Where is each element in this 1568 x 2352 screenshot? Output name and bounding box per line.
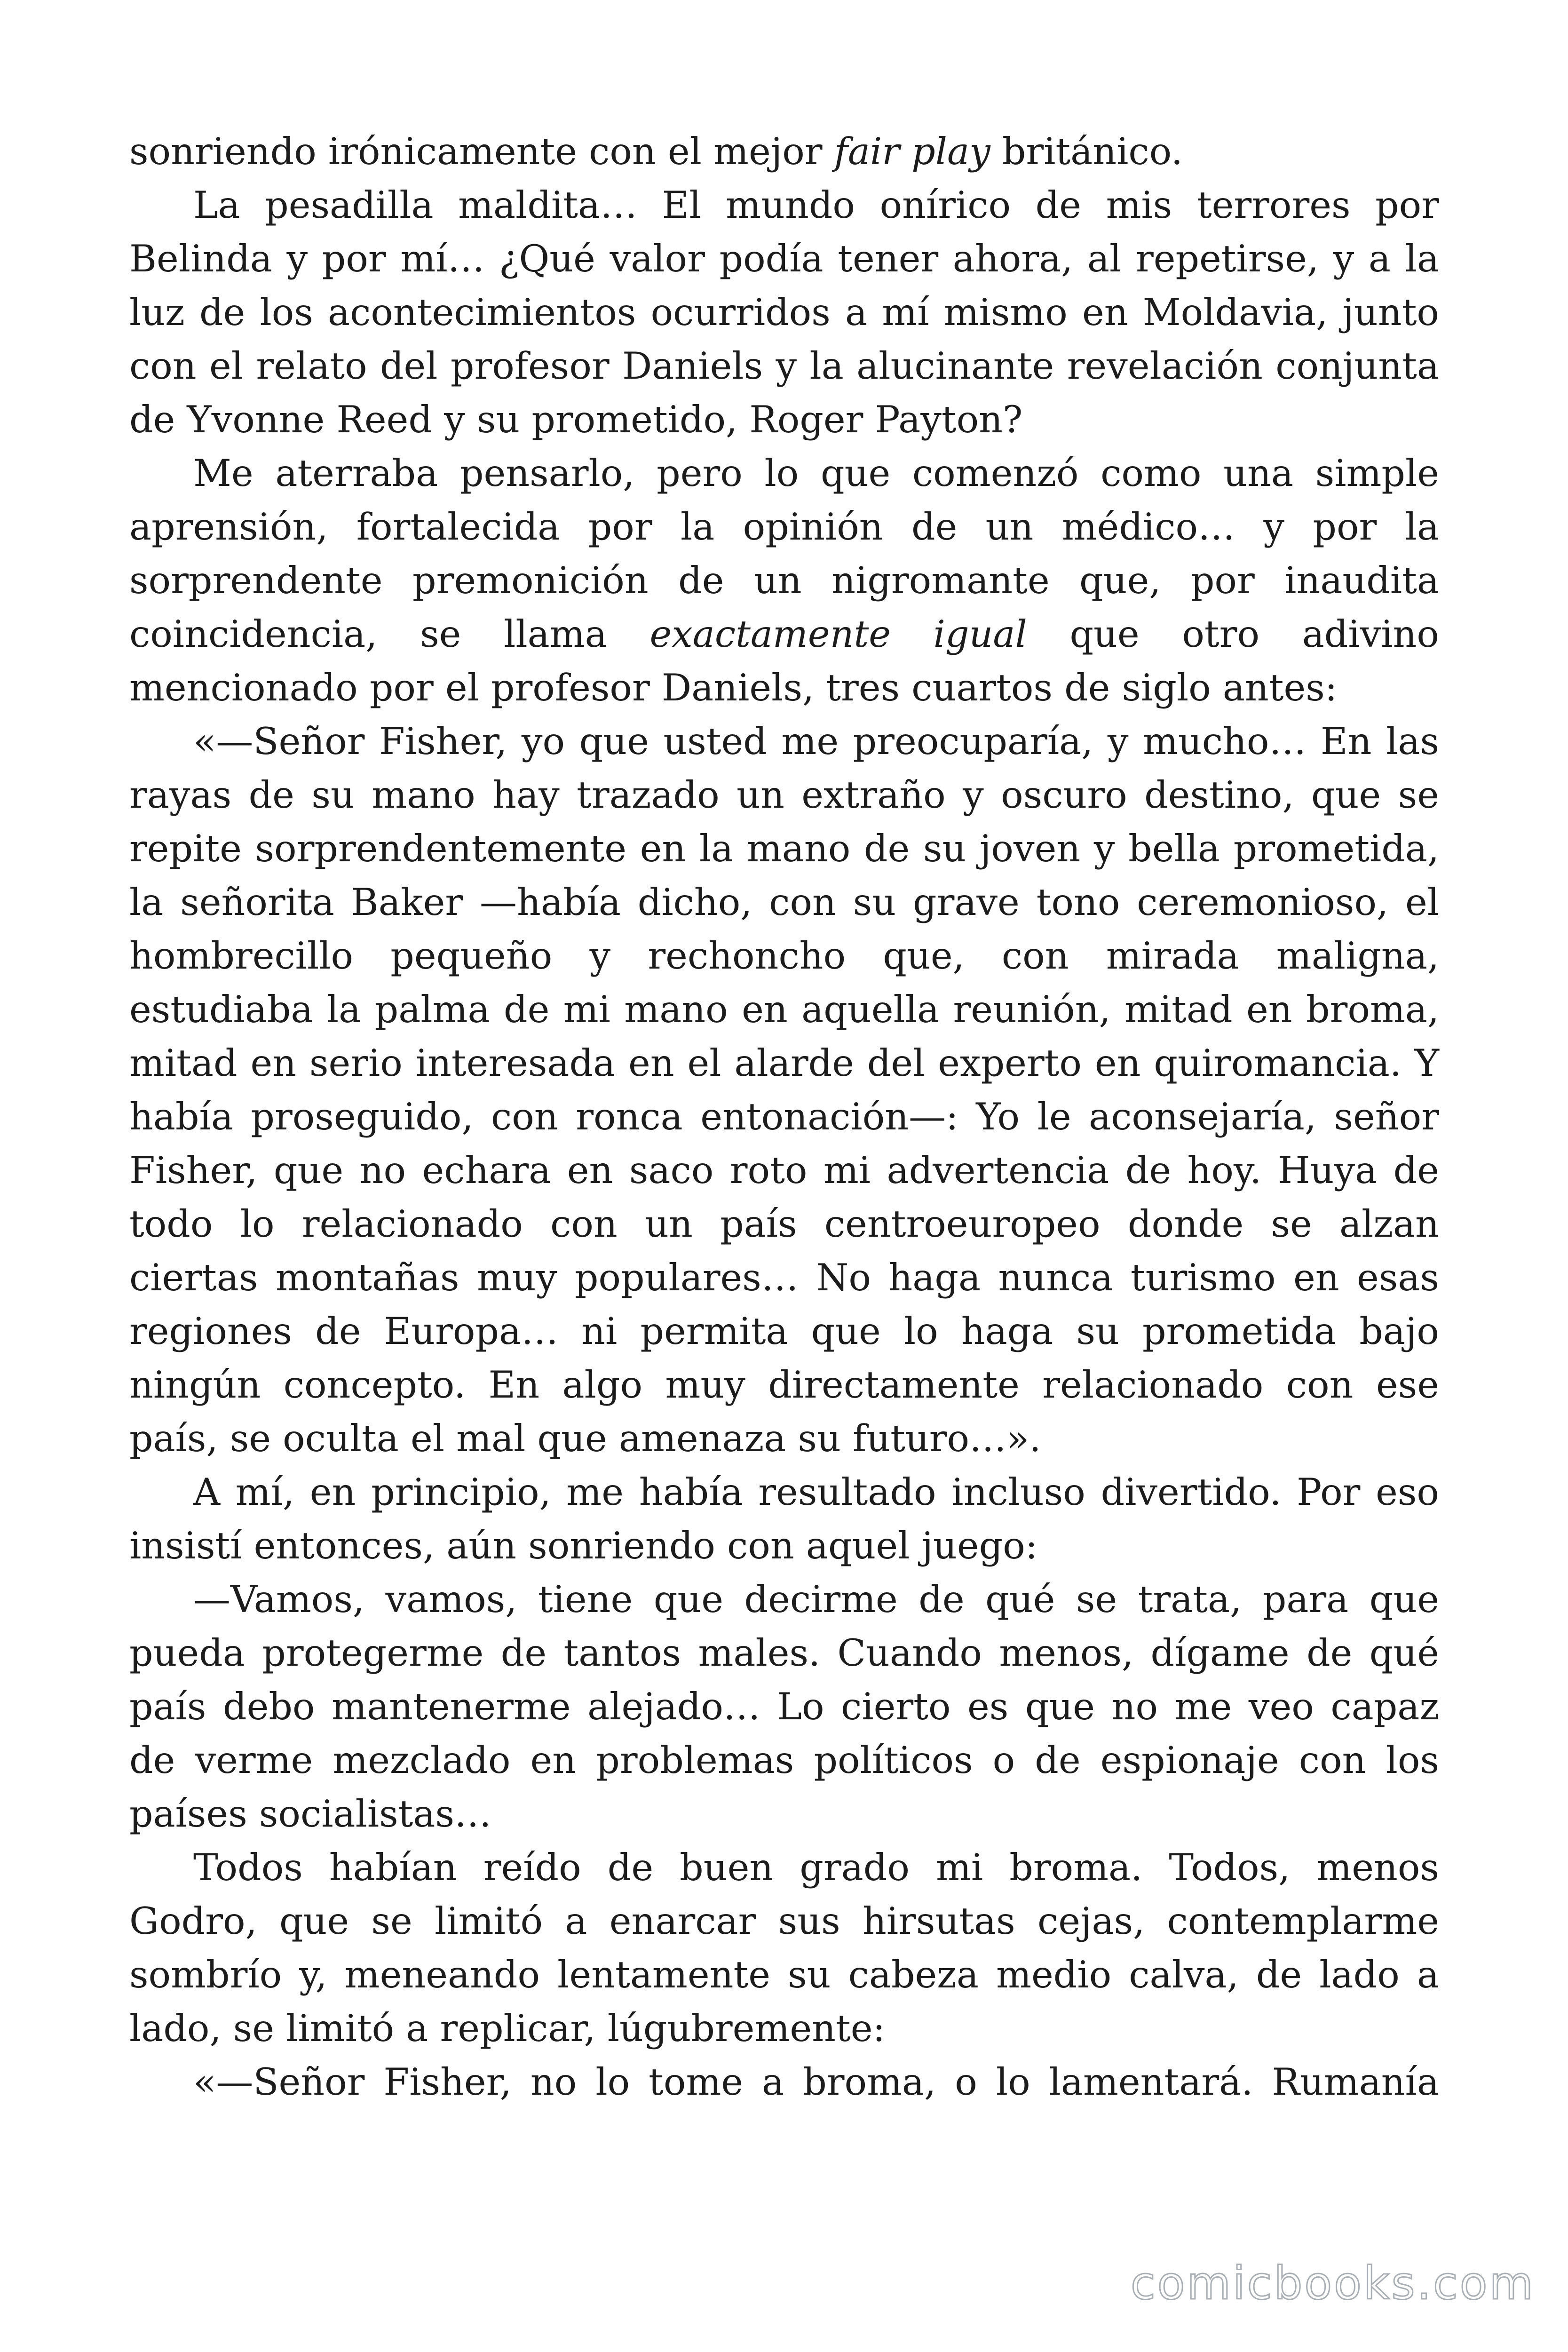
page-body <box>129 125 1439 2109</box>
paragraph: «—Señor Fisher, yo que usted me preocuparía, y mucho… En las rayas de su mano hay trazado un extraño y oscuro destino, que se repite sorprendentemente en la mano de su joven y bella prometida, la señorita Baker —había dicho, con su grave tono ceremonioso, el hombrecillo pequeño y rechoncho que, con mirada maligna, estudiaba la palma de mi mano en aquella reunión, mitad en broma, mitad en serio interesada en el alarde del experto en quiromancia. Y había proseguido, con ronca entonación—: Yo le aconsejaría, señor Fisher, que no echara en saco roto mi advertencia de hoy. Huya de todo lo relacionado con un país centroeuropeo donde se alzan ciertas montañas muy populares… No haga nunca turismo en esas regiones de Europa… ni permita que lo haga su prometida bajo ningún concepto. En algo muy directamente relacionado con ese país, se oculta el mal que amenaza su futuro…». <box>129 720 1439 1460</box>
paragraph: La pesadilla maldita… El mundo onírico de mis terrores por Belinda y por mí… ¿Qué valor podía tener ahora, al repetirse, y a la luz de los acontecimientos ocurridos a mí mismo en Moldavia, junto con el relato del profesor Daniels y la alucinante revelación conjunta de Yvonne Reed y su prometido, Roger Payton? <box>129 183 1439 441</box>
italic-phrase: fair play <box>834 130 990 173</box>
paragraph: Todos habían reído de buen grado mi broma. Todos, menos Godro, que se limitó a enarcar sus hirsutas cejas, contemplarme sombrío y, meneando lentamente su cabeza medio calva, de lado a lado, se limitó a replicar, lúgubremente: <box>129 1846 1439 2050</box>
italic-phrase: exactamente igual <box>649 612 1027 656</box>
paragraph: —Vamos, vamos, tiene que decirme de qué se trata, para que pueda protegerme de tantos males. Cuando menos, dígame de qué país debo mantenerme alejado… Lo cierto es que no me veo capaz de verme mezclado en problemas políticos o de espionaje con los países socialistas… <box>129 1578 1439 1836</box>
paragraph: sonriendo irónicamente con el mejor fair play británico. <box>129 130 1183 173</box>
paragraph: «—Señor Fisher, no lo tome a broma, o lo lamentará. Rumanía <box>193 2060 1439 2104</box>
paragraph: A mí, en principio, me había resultado incluso divertido. Por eso insistí entonces, aún sonriendo con aquel juego: <box>129 1470 1439 1567</box>
paragraph: Me aterraba pensarlo, pero lo que comenzó como una simple aprensión, fortalecida por la opinión de un médico… y por la sorprendente premonición de un nigromante que, por inaudita coincidencia, se llama exactamente igual que otro adivino mencionado por el profesor Daniels, tres cuartos de siglo antes: <box>129 452 1439 709</box>
watermark: comicbooks.com <box>1130 2257 1535 2310</box>
